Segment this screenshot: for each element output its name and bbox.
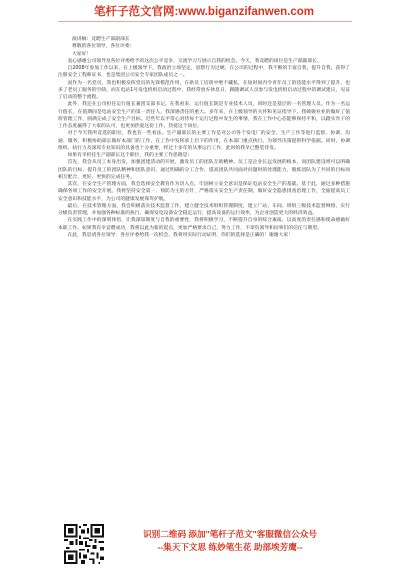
paragraph: 衷心感谢公司领导及各位评委给予的这次公平竞争、交流学习与展示自我的机会。今天，我竞聘的岗位是生产部副部长。 [67,58,322,64]
site-title[interactable]: 笔杆子范文官网:www.biganzifanwen.com [94,6,314,18]
footer-promo [110,528,350,554]
speech-document [58,36,350,239]
footer-line-slogan: --集天下文思 练妙笔生花 助部埃芳鹰-- [157,542,303,552]
paragraph: 在此，我恳请各位领导、各位评委给我一次机会，我将用实际行动证明，你们的选择是正确的！谢谢大家！ [67,232,293,238]
paragraph: 此外，我还在公司担任运行值长兼团支部书记。在我看来，运行值长既是专业技术人员，同时还是基层的一名管理人员。作为一名运行值长，在值期间是电站安全生产的第一责任人，我深感责任的重大。多年来，在上级领导的关怀和见证指导下，我兢兢业业的做好了值班管理工作，圆满完成了安全生产目标。近些年以平常心对待每个运行过程中发生的事情，我在工作中心态能够保持平和，以踏实肯干的工作态度赢得了大家的认可，也更加热爱这份工作，热爱这个岗位。 [58,102,350,129]
header-divider [58,21,352,22]
paragraph: 在实践工作中的深刻体悟，让我深知制度与自我的重要性，我将积极学习，不断提升自身的综合素质，以高度的责任感和使命感做好本职工作。如果我有幸竞聘成功，我将以此为新的起点，更加严格要求自己，努力工作，不辜负领导和同事们的信任与期望。 [58,218,350,231]
paragraph: 自2008年参加工作以来，在上级领导下，我政治立场坚定，思想行为过硬。在公司的过程中，我不断的丰富自我，提升自我，获得了注册安全工程师证书，也是集团公司安全专家团队成员之一。 [58,66,350,79]
paragraph: 对于今天我所竞选的职位，我也有一些看法。生产副部长的主要工作是对公司各个发电厂的安全、生产工作等进行监督、协调、沟通、服务，积极协助部长做好本部门的工作，在工作中发挥承上启下的作用，在本部门重点执行。为领导决策提供科学依据。同时，协调组织、执行力及深厚专业知识的具备也十分重要，经过十多年的从事运行工作，此时的我早已整装待发。 [58,131,350,151]
site-header [0,0,408,22]
paragraph: 首先，我会从员工本身出发，加强团建活动的开展，激发员工的团队互助精神。员工是企业长远发展的根本，而团队建设则可以明确团队的目标，提升员工的团队精神和团队意识，通过明确的分工合作，提高团队共同面对问题时的处理能力，锻炼团队为了共同的目标而相互配合、更好、更快的完成任务。 [58,160,350,180]
paragraph: 其次，在安全生产管理方面，我会选择安全教育作为切入点。牢固树立安全意识是保证电站安全生产的基础。基于此，通过多种措施确保各项工作的安全开展。我将坚持安全第一、预防为主的方针，严格落实安全生产责任制，做好安全隐患排查治理工作，全面提高员工安全意识和技能水平，为公司的健康发展保驾护航。 [58,182,350,202]
greeting-line: 大家好！ [72,51,92,57]
paragraph: 而作为一名党员，我也积极发挥党员的先锋模范作用，在新员工培训中绝不藏私，在短时间内令青年员工的技能水平得到了提升，也多了老员工服务的空缺。而在电站1号发电机组启动过程中，我经常放弃休息日，跟随调试人员参与发电机组启动过程中的调试建议，见证了启动的整个流程。 [58,80,350,100]
salutation-line: 尊敬的各位领导，各位评委： [72,44,135,50]
footer-line-qr-prompt: 识别二维码 添加"笔杆子范文"客服微信公众号 [143,529,317,539]
qr-code-icon[interactable] [64,524,104,564]
paragraph: 最后，在技术管理方面，我会积极落实技术监督工作，建立健全技术组织管理制度，建立厂站、车间、班组三级技术监督网络，实行分级负责管理，并加强各种标准的执行，确保发电设备安全稳定运行，提高设备的运行效率，为企业创造更大的经济效益。 [58,203,350,216]
paragraph: 如果有幸担任生产副部长这个职位，我的主要工作思路是： [67,153,193,158]
doc-title-line: 演讲稿：竞聘生产部副部长 [72,37,130,42]
